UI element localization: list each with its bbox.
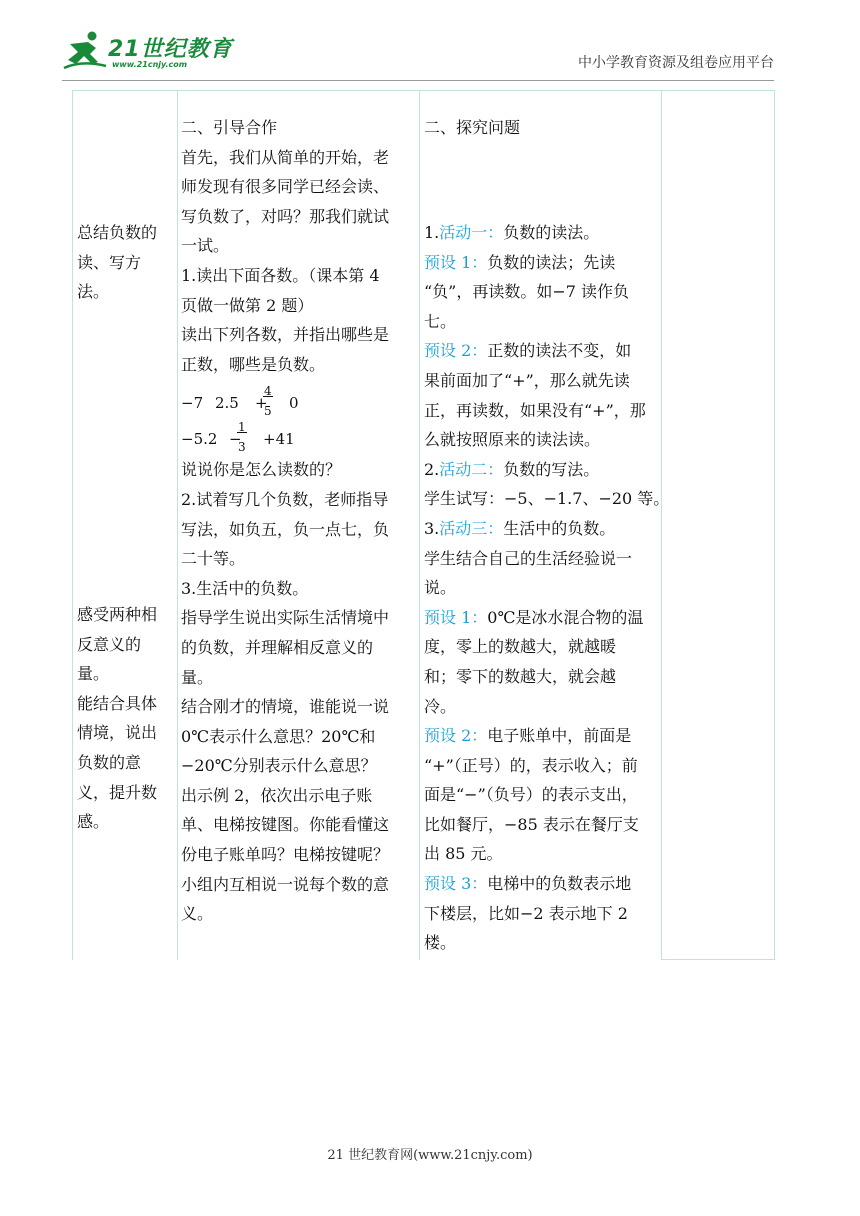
logo-text: 21世纪教育 [108,37,233,62]
objective-block-1 [77,218,175,307]
teacher-line: 结合刚才的情境，谁能说一说 [181,697,390,717]
preset-label: 预设 3： [424,874,488,894]
activity-line: 学生试写：−5、−1.7、−20 等。 [424,489,670,509]
preset-line: 预设 2：电子账单中，前面是 [424,726,632,746]
fraction-denominator: 5 [264,404,272,419]
preset-label: 预设 2： [424,341,488,361]
sign: − [229,430,242,449]
fraction-denominator: 3 [238,440,246,455]
section-title [424,113,658,143]
column-divider [177,90,178,960]
objective-line: 感。 [77,812,110,832]
teacher-line: 小组内互相说一说每个数的意 [181,874,390,894]
teacher-line: 写负数了，对吗？那我们就试 [181,206,390,226]
objective-line: 负数的意 [77,752,142,772]
table-border-bottom [661,959,775,960]
objective-line: 义，提升数 [77,782,158,802]
logo-url: www.21cnjy.com [112,60,188,69]
number: −7 [181,394,204,413]
number: 2.5 [215,394,239,413]
fraction-numerator: 1 [238,420,246,435]
activity-line: 3.活动三：生活中的负数。 [424,518,616,538]
number-row-1 [181,379,415,417]
preset-line: 七。 [424,311,457,331]
preset-line: 出 85 元。 [424,844,503,864]
teacher-line: 师发现有很多同学已经会读、 [181,177,390,197]
preset-line: 楼。 [424,933,457,953]
teacher-line: 读出下列各数，并指出哪些是 [181,325,390,345]
section-title-text: 二、探究问题 [424,118,521,137]
preset-line: 正，再读数，如果没有“+”，那 [424,400,646,420]
lesson-table [72,90,775,960]
preset-line: 冷。 [424,696,457,716]
header-divider [62,80,774,81]
table-border-left [72,90,73,960]
objective-line: 总结负数的 [77,223,158,242]
runner-logo-icon [62,30,108,72]
column-divider [661,90,662,960]
column-divider [419,90,420,960]
objective-line: 感受两种相 [77,605,158,624]
preset-line: 果前面加了“+”，那么就先读 [424,370,630,390]
teacher-line: 1.读出下面各数。（课本第 4 [181,265,380,285]
activity-label: 活动二： [439,459,504,479]
number: +41 [263,430,295,449]
objective-block-2 [77,600,175,837]
teacher-line: 一试。 [181,236,230,256]
teacher-line: 二、引导合作 [181,118,278,137]
preset-line: 预设 1：0℃是冰水混合物的温 [424,607,644,627]
preset-line: 面是“−”（负号）的表示支出， [424,785,638,805]
teacher-line: 量。 [181,667,214,687]
preset-line: 预设 3：电梯中的负数表示地 [424,874,632,894]
objective-line: 读、写方 [77,252,142,272]
preset-line: 和；零下的数越大，就会越 [424,666,617,686]
objective-line: 反意义的 [77,634,142,654]
number-row-2 [181,417,415,455]
preset-label: 预设 1： [424,252,488,272]
teacher-line: 正数，哪些是负数。 [181,354,326,374]
preset-line: 比如餐厅，−85 表示在餐厅支 [424,814,639,834]
activity-label: 活动一： [439,223,504,242]
objective-line: 情境，说出 [77,723,158,743]
preset-line: “负”，再读数。如−7 读作负 [424,282,630,302]
teacher-line: −20℃分别表示什么意思？ [181,756,377,776]
preset-line: 下楼层，比如−2 表示地下 2 [424,903,628,923]
objective-line: 法。 [77,282,110,302]
preset-line: 度，零上的数越大，就越暖 [424,637,617,657]
objective-line: 能结合具体 [77,693,158,713]
fraction-numerator: 4 [264,384,272,399]
preset-label: 预设 1： [424,607,488,627]
activity-line: 2.活动二：负数的写法。 [424,459,600,479]
teacher-line: 单、电梯按键图。你能看懂这 [181,815,390,835]
student-activity-column [424,218,670,958]
teacher-line: 2.试着写几个负数，老师指导 [181,489,389,509]
teacher-line: 说说你是怎么读数的？ [181,460,342,480]
activity-line: 说。 [424,578,457,598]
site-logo [62,30,232,74]
number: 0 [289,394,299,413]
preset-line: 预设 1：负数的读法；先读 [424,252,616,272]
activity-label: 活动三： [439,518,504,538]
teacher-line: 指导学生说出实际生活情境中 [181,608,390,628]
table-border-right [774,90,775,960]
activity-line: 学生结合自己的生活经验说一 [424,548,633,568]
page-header [0,0,860,86]
teacher-line: 义。 [181,904,214,924]
teacher-line: 二十等。 [181,549,246,569]
page-footer: 21 世纪教育网(www.21cnjy.com) [327,1148,533,1163]
preset-line: 么就按照原来的读法读。 [424,430,601,450]
preset-label: 预设 2： [424,726,488,746]
teacher-activity-column [181,113,415,929]
objective-line: 量。 [77,664,110,684]
sign: + [255,394,268,413]
teacher-line: 的负数，并理解相反意义的 [181,637,374,657]
teacher-line: 出示例 2，依次出示电子账 [181,785,373,805]
teacher-line: 份电子账单吗？电梯按键呢？ [181,845,390,865]
activity-line: 1.活动一：负数的读法。 [424,223,600,242]
number: −5.2 [181,430,218,449]
preset-line: 预设 2：正数的读法不变，如 [424,341,632,361]
preset-line: “+”（正号）的，表示收入；前 [424,755,638,775]
platform-title: 中小学教育资源及组卷应用平台 [578,55,774,71]
teacher-line: 0℃表示什么意思？20℃和 [181,726,376,746]
teacher-line: 首先，我们从简单的开始，老 [181,147,390,167]
teacher-line: 3.生活中的负数。 [181,578,309,598]
teacher-line: 页做一做第 2 题） [181,295,314,315]
teacher-line: 写法，如负五，负一点七，负 [181,519,390,539]
